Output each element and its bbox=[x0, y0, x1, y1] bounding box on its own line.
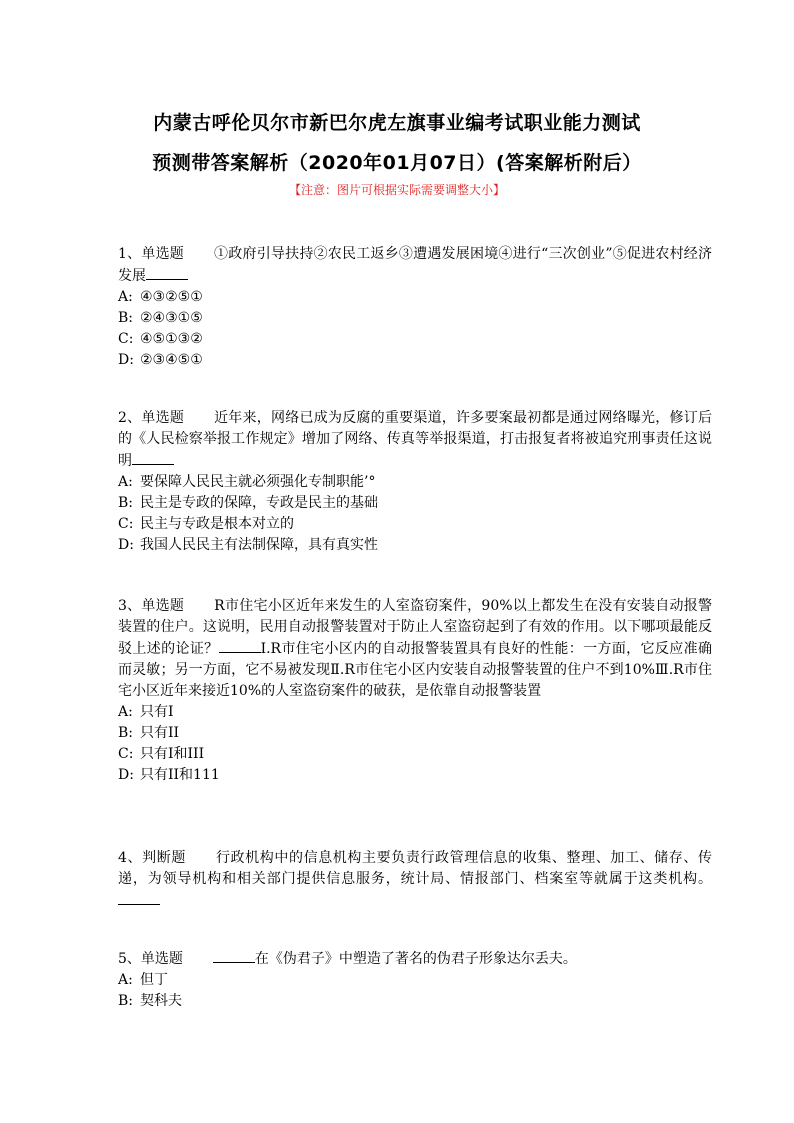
question-2-blank bbox=[132, 450, 174, 465]
question-3-stem bbox=[118, 596, 712, 702]
option-letter: B: bbox=[118, 310, 134, 326]
option-letter: D: bbox=[118, 352, 134, 368]
question-5-number: 5、 bbox=[118, 951, 141, 967]
question-4-text: 行政机构中的信息机构主要负责行政管理信息的收集、整理、加工、储存、传递，为领导机构和相关部门提供信息服务，统计局、情报部门、档案室等就属于这类机构。 bbox=[118, 850, 712, 887]
option-letter: B: bbox=[118, 725, 134, 741]
question-1-number: 1、 bbox=[118, 246, 142, 262]
page-title-line-1: 内蒙古呼伦贝尔市新巴尔虎左旗事业编考试职业能力测试 bbox=[153, 112, 641, 134]
option-text: 民主是专政的保障，专政是民主的基础 bbox=[140, 495, 378, 511]
question-1-text: ①政府引导扶持②农民工返乡③遭遇发展困境④进行“三次创业”⑤促进农村经济发展 bbox=[118, 246, 713, 284]
question-5-type: 单选题 bbox=[140, 951, 183, 967]
question-2-stem bbox=[118, 408, 712, 472]
question-2-option-a[interactable] bbox=[118, 472, 712, 493]
question-3-text-after: I.R市住宅小区内的自动报警装置具有良好的性能：一方面，它反应准确而灵敏；另一方面，它不易被发现Ⅱ.R市住宅小区内安装自动报警装置的住户不到10%Ⅲ.R市住宅小区近年来接近10%的人室盗窃案件的破获，是依靠自动报警装置 bbox=[118, 641, 713, 699]
question-2-text: 近年来，网络已成为反腐的重要渠道，许多要案最初都是通过网络曝光，修订后的《人民检察举报工作规定》增加了网络、传真等举报渠道，打击报复者将被追究刑事责任这说明 bbox=[118, 410, 712, 469]
option-text: 只有II bbox=[140, 725, 180, 741]
question-3-text-before: R市住宅小区近年来发生的人室盗窃案件，90%以上都发生在没有安装自动报警装置的住户。这说明，民用自动报警装置对于防止人室盗窃起到了有效的作用。以下哪项最能反驳上述的论证？ bbox=[118, 598, 712, 657]
question-1 bbox=[118, 244, 712, 371]
question-5-text: 在《伪君子》中塑造了著名的伪君子形象达尔丢夫。 bbox=[254, 951, 577, 967]
question-3-option-a[interactable] bbox=[118, 702, 712, 723]
question-3-type: 单选题 bbox=[141, 598, 185, 614]
option-text: ④⑤①③② bbox=[140, 331, 203, 347]
question-1-option-c[interactable] bbox=[118, 329, 712, 350]
option-letter: C: bbox=[118, 331, 134, 347]
question-5-option-b[interactable] bbox=[118, 991, 712, 1012]
question-4-blank bbox=[118, 890, 160, 905]
option-text: ②③④⑤① bbox=[140, 352, 203, 368]
question-3-option-d[interactable] bbox=[118, 765, 712, 786]
option-letter: D: bbox=[118, 537, 134, 553]
option-text: 契科夫 bbox=[140, 993, 182, 1009]
option-text: 只有I bbox=[140, 704, 174, 720]
question-2-option-c[interactable] bbox=[118, 514, 712, 535]
question-2-type: 单选题 bbox=[141, 410, 185, 426]
question-3 bbox=[118, 596, 712, 786]
option-letter: A: bbox=[118, 704, 133, 720]
question-2-option-d[interactable] bbox=[118, 535, 712, 556]
option-letter: B: bbox=[118, 993, 134, 1009]
question-4-type: 判断题 bbox=[142, 850, 186, 866]
option-text: 只有I和III bbox=[140, 746, 205, 762]
question-5 bbox=[118, 948, 712, 1012]
option-letter: B: bbox=[118, 495, 134, 511]
question-1-blank bbox=[146, 265, 188, 280]
option-letter: A: bbox=[118, 289, 133, 305]
option-text: 我国人民民主有法制保障，具有真实性 bbox=[140, 537, 378, 553]
option-text: ④③②⑤① bbox=[140, 289, 203, 305]
option-text: 要保障人民民主就必须强化专制职能’° bbox=[140, 474, 376, 490]
question-1-option-b[interactable] bbox=[118, 308, 712, 329]
option-letter: D: bbox=[118, 767, 134, 783]
option-letter: C: bbox=[118, 516, 134, 532]
question-2-number: 2、 bbox=[118, 410, 142, 426]
option-letter: A: bbox=[118, 474, 133, 490]
question-2 bbox=[118, 408, 712, 556]
question-3-number: 3、 bbox=[118, 598, 142, 614]
question-4-stem bbox=[118, 848, 712, 912]
question-4 bbox=[118, 848, 712, 912]
question-5-stem bbox=[118, 948, 712, 970]
option-letter: A: bbox=[118, 972, 133, 988]
question-5-option-a[interactable] bbox=[118, 970, 712, 991]
page-title-line-2: 预测带答案解析（2020年01月07日）(答案解析附后） bbox=[152, 152, 642, 174]
option-letter: C: bbox=[118, 746, 134, 762]
question-1-option-d[interactable] bbox=[118, 350, 712, 371]
option-text: 只有II和111 bbox=[140, 767, 220, 783]
question-1-option-a[interactable] bbox=[118, 287, 712, 308]
question-3-option-b[interactable] bbox=[118, 723, 712, 744]
question-3-option-c[interactable] bbox=[118, 744, 712, 765]
question-2-option-b[interactable] bbox=[118, 493, 712, 514]
notice-text: 【注意：图片可根据实际需要调整大小】 bbox=[288, 183, 505, 197]
option-text: 但丁 bbox=[140, 972, 168, 988]
question-4-number: 4、 bbox=[118, 850, 143, 866]
question-3-blank bbox=[219, 638, 261, 653]
question-1-stem bbox=[118, 244, 712, 287]
question-5-blank bbox=[213, 948, 255, 963]
option-text: ②④③①⑤ bbox=[140, 310, 203, 326]
question-1-type: 单选题 bbox=[141, 246, 185, 262]
option-text: 民主与专政是根本对立的 bbox=[140, 516, 294, 532]
